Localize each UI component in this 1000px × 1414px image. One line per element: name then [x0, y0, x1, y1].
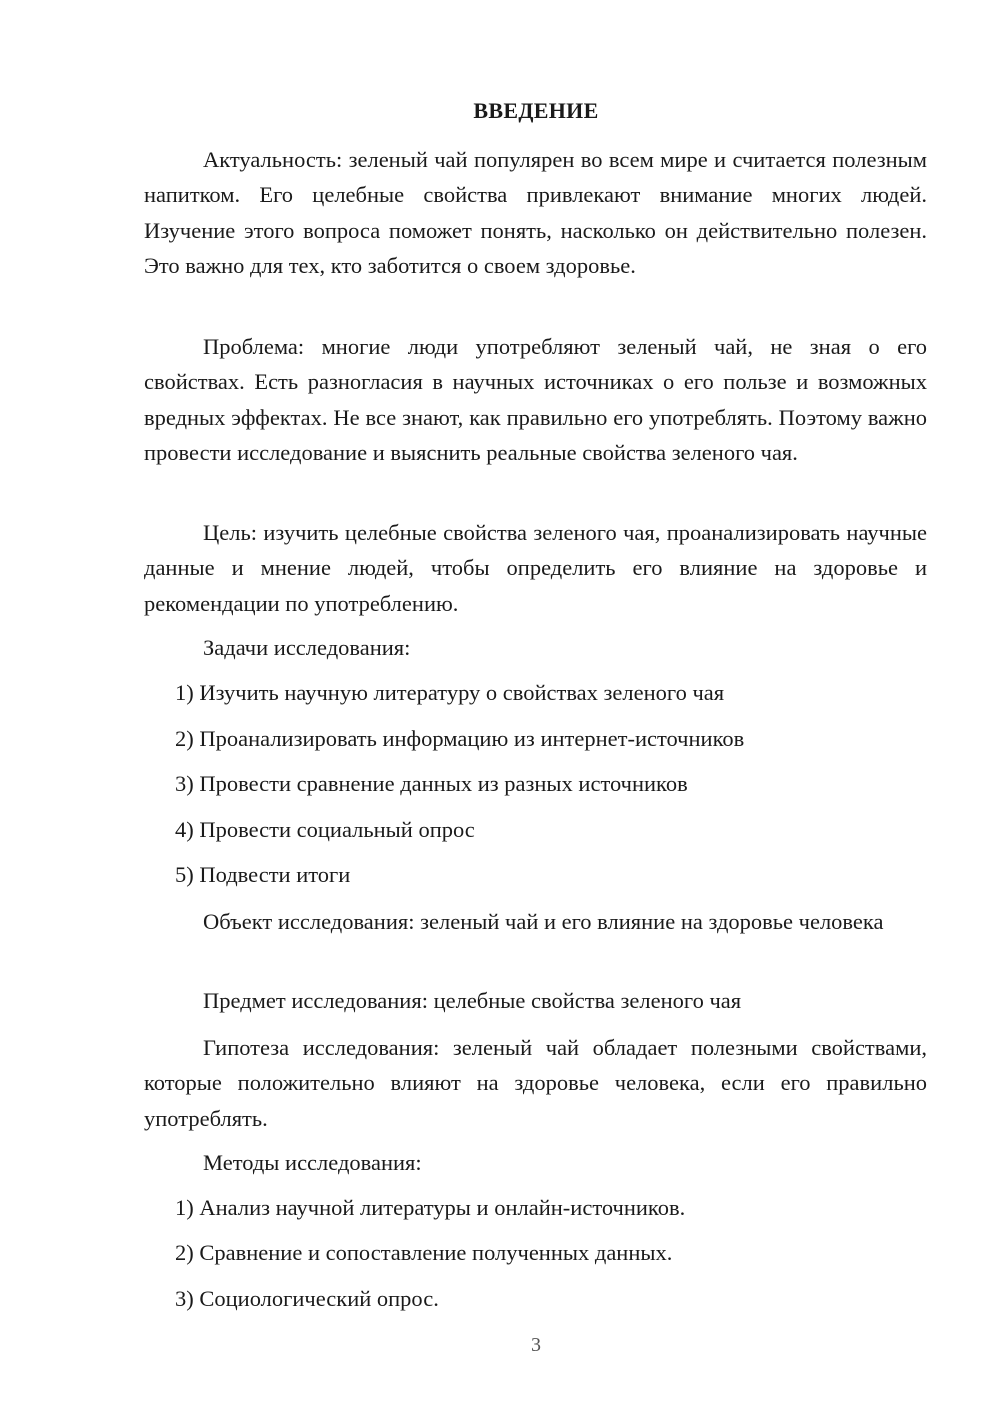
hypothesis-paragraph: Гипотеза исследования: зеленый чай обладает полезными свойствами, которые положительно влияют на здоровье человека, если его правильно употреблять.	[144, 1035, 927, 1131]
object-paragraph: Объект исследования: зеленый чай и его влияние на здоровье человека	[203, 909, 884, 934]
task-item: 3) Провести сравнение данных из разных источников	[175, 771, 688, 796]
method-item: 3) Социологический опрос.	[175, 1286, 439, 1311]
problem-paragraph: Проблема: многие люди употребляют зеленый чай, не зная о его свойствах. Есть разногласия в научных источниках о его пользе и возможных вредных эффектах. Не все знают, как правильно его употреблять. Поэтому важно провести исследование и выяснить реальные свойства зеленого чая.	[144, 334, 927, 465]
method-item: 1) Анализ научной литературы и онлайн-источников.	[175, 1195, 686, 1220]
method-item: 2) Сравнение и сопоставление полученных данных.	[175, 1240, 673, 1265]
task-item: 1) Изучить научную литературу о свойствах зеленого чая	[175, 680, 725, 705]
page-title: ВВЕДЕНИЕ	[473, 98, 599, 123]
task-item: 4) Провести социальный опрос	[175, 817, 475, 842]
task-item: 5) Подвести итоги	[175, 862, 351, 887]
page-number: 3	[531, 1334, 541, 1356]
relevance-paragraph: Актуальность: зеленый чай популярен во всем мире и считается полезным напитком. Его целебные свойства привлекают внимание многих людей. Изучение этого вопроса поможет понять, насколько он действительно полезен. Это важно для тех, кто заботится о своем здоровье.	[144, 147, 927, 278]
tasks-heading: Задачи исследования:	[203, 635, 411, 660]
task-item: 2) Проанализировать информацию из интернет-источников	[175, 726, 745, 751]
goal-paragraph: Цель: изучить целебные свойства зеленого чая, проанализировать научные данные и мнение людей, чтобы определить его влияние на здоровье и рекомендации по употреблению.	[144, 520, 927, 616]
methods-heading: Методы исследования:	[203, 1150, 422, 1175]
subject-paragraph: Предмет исследования: целебные свойства зеленого чая	[203, 988, 742, 1013]
